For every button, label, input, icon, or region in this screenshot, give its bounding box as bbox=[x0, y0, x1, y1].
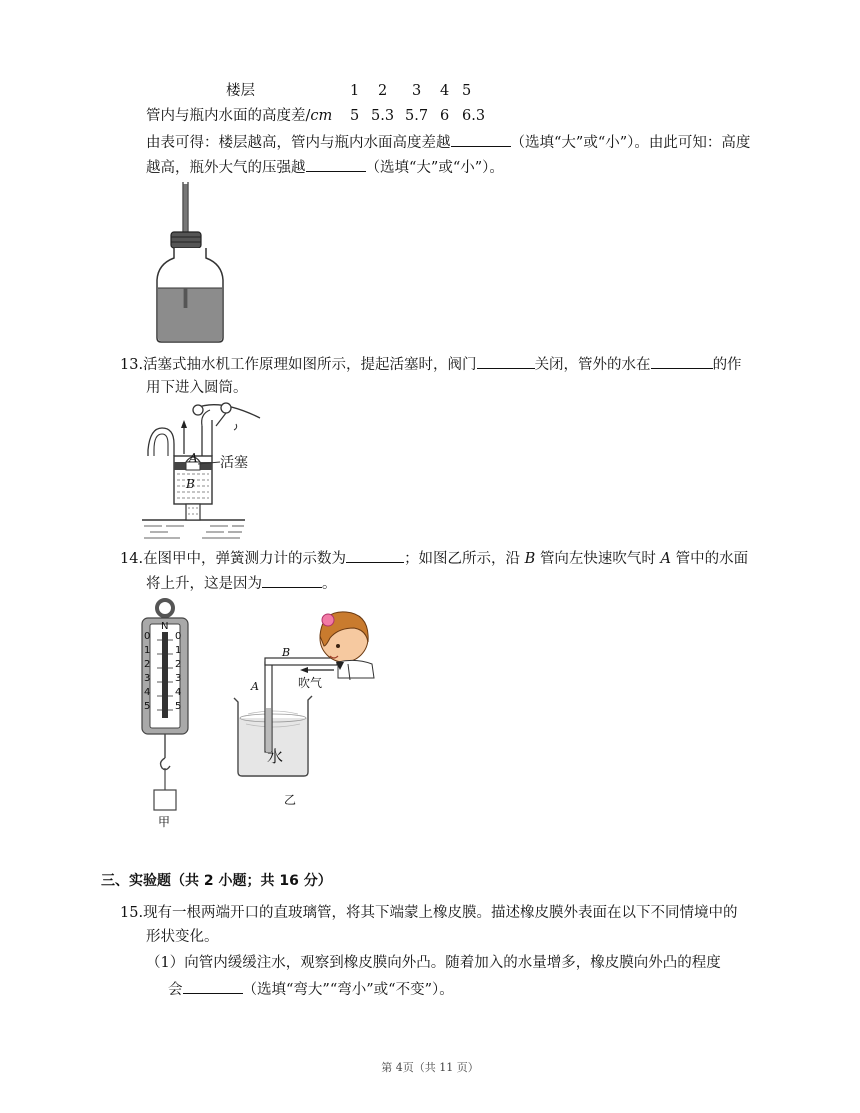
q13-line2: 用下进入圆筒。 bbox=[146, 380, 248, 396]
q14-line2: 将上升，这是因为 。 bbox=[146, 572, 337, 594]
q13-line1: 13.活塞式抽水机工作原理如图所示，提起活塞时，阀门 关闭，管外的水在 的作 bbox=[120, 353, 742, 375]
section-3-title: 三、实验题（共 2 小题；共 16 分） bbox=[101, 873, 332, 889]
table-floor-2: 2 bbox=[378, 83, 388, 99]
tube-label-a: A bbox=[251, 680, 259, 693]
pump-label-b: B bbox=[186, 477, 195, 491]
table-floor-label: 楼层 bbox=[226, 83, 255, 99]
q14-blank-1[interactable] bbox=[346, 547, 404, 563]
q13-blank-1[interactable] bbox=[477, 353, 535, 369]
piston-leader-line bbox=[198, 460, 222, 468]
table-floor-4: 4 bbox=[440, 83, 450, 99]
q15-blank-1[interactable] bbox=[183, 978, 243, 994]
bottle-barometer-figure bbox=[150, 180, 230, 345]
table-floor-1: 1 bbox=[350, 83, 360, 99]
q14-blank-2[interactable] bbox=[262, 572, 322, 588]
table-height-diff-1: 5 bbox=[350, 108, 360, 124]
table-height-diff-4: 6 bbox=[440, 108, 450, 124]
blow-label: 吹气 bbox=[298, 676, 323, 690]
page-footer: 第 4页（共 11 页） bbox=[381, 1061, 479, 1074]
tube-label-b: B bbox=[282, 646, 291, 659]
scale-ticks-left: 0 1 2 3 4 5 bbox=[144, 631, 151, 712]
q12-blank-2[interactable] bbox=[306, 156, 366, 172]
q15-sub1-line2: 会 （选填“弯大”“弯小”或“不变”）。 bbox=[168, 978, 454, 1000]
pump-label-piston: 活塞 bbox=[220, 455, 248, 471]
fig-yi-caption: 乙 bbox=[284, 793, 297, 807]
table-floor-3: 3 bbox=[412, 83, 422, 99]
table-height-diff-2: 5.3 bbox=[371, 108, 395, 124]
piston-pump-figure bbox=[140, 398, 270, 540]
scale-unit-label: N bbox=[161, 621, 169, 632]
table-height-diff-3: 5.7 bbox=[405, 108, 429, 124]
q14-line1: 14.在图甲中，弹簧测力计的示数为 ；如图乙所示，沿 B 管向左快速吹气时 A 管中的水面 bbox=[120, 547, 748, 569]
q15-line1: 15.现有一根两端开口的直玻璃管，将其下端蒙上橡皮膜。描述橡皮膜外表面在以下不同情境中的 bbox=[120, 905, 738, 921]
table-height-diff-label: 管内与瓶内水面的高度差/cm bbox=[146, 108, 333, 124]
q12-blank-1[interactable] bbox=[451, 131, 511, 147]
q15-line2: 形状变化。 bbox=[146, 929, 219, 945]
q12-line2: 越高，瓶外大气的压强越 （选填“大”或“小”）。 bbox=[146, 156, 504, 178]
pump-label-a: A bbox=[189, 451, 198, 465]
table-height-diff-5: 6.3 bbox=[462, 108, 486, 124]
water-label: 水 bbox=[267, 747, 284, 766]
q15-sub1-line1: （1）向管内缓缓注水，观察到橡皮膜向外凸。随着加入的水量增多，橡皮膜向外凸的程度 bbox=[146, 955, 721, 971]
q13-blank-2[interactable] bbox=[651, 353, 713, 369]
scale-ticks-right: 0 1 2 3 4 5 bbox=[175, 631, 182, 712]
fig-jia-caption: 甲 bbox=[158, 815, 171, 829]
blowing-tube-figure bbox=[226, 606, 376, 782]
table-floor-5: 5 bbox=[462, 83, 472, 99]
q12-line1: 由表可得：楼层越高，管内与瓶内水面高度差越 （选填“大”或“小”）。由此可知：高度 bbox=[146, 131, 750, 153]
